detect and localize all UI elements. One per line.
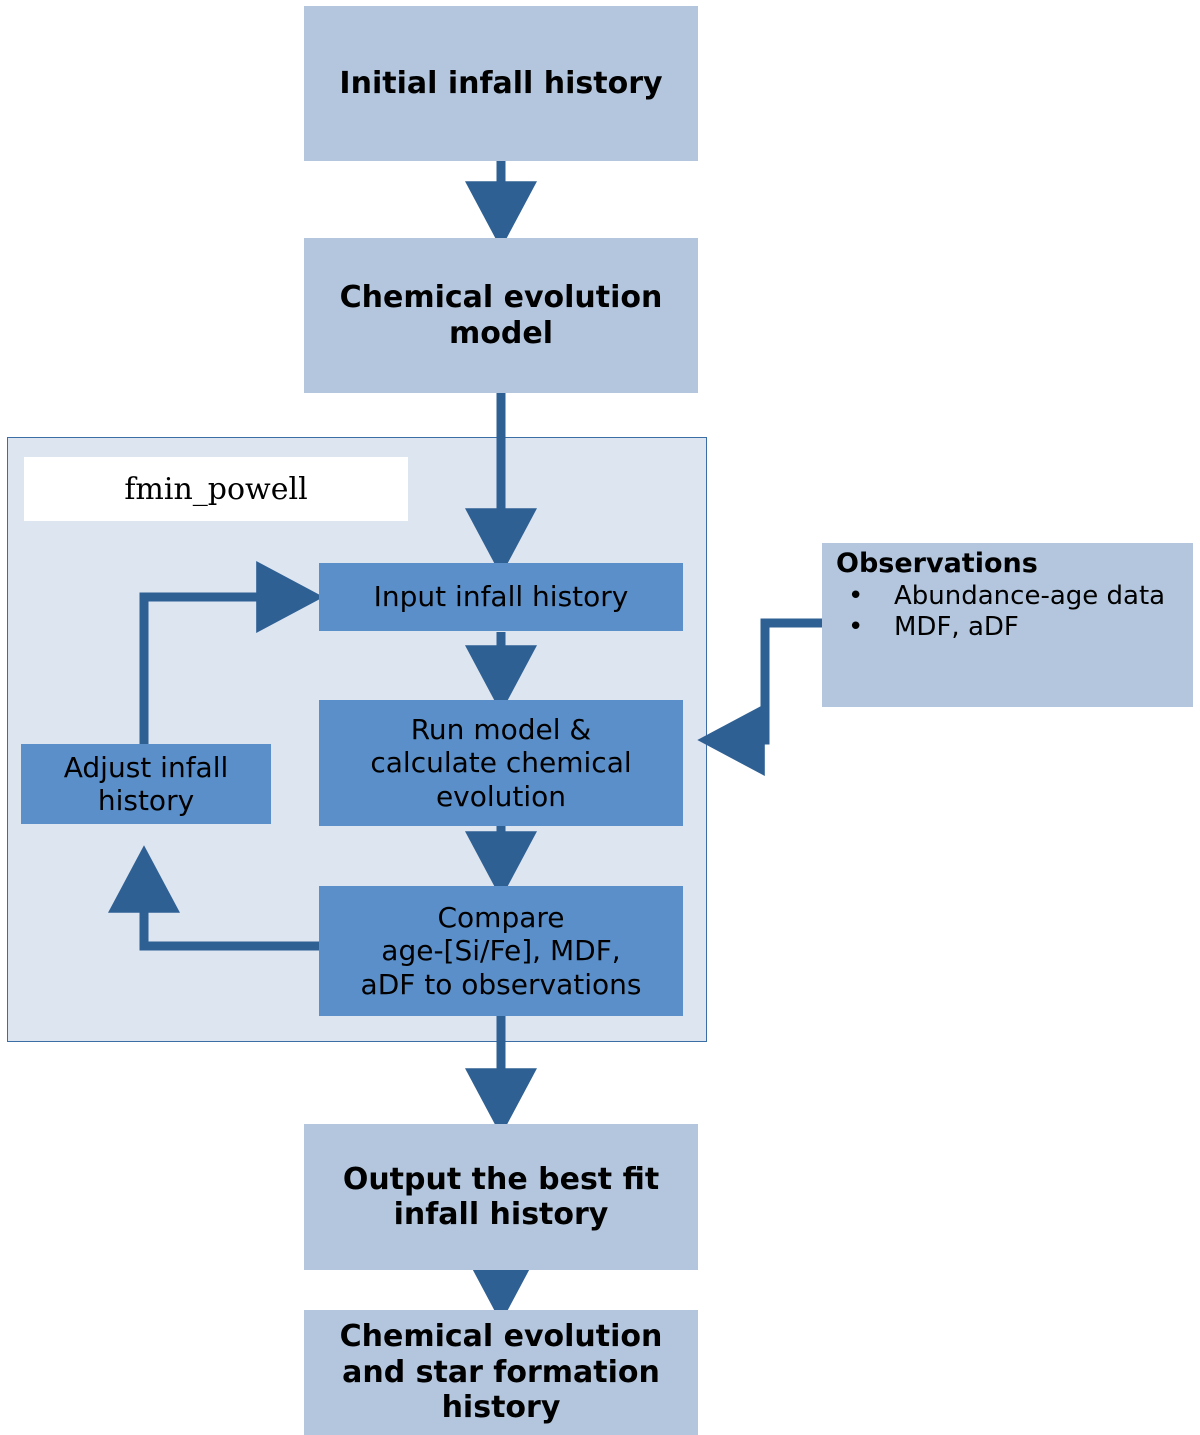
node-adjust-infall-history bbox=[21, 744, 271, 824]
node-run-model bbox=[319, 700, 683, 826]
node-chem-evo-and-sfh bbox=[304, 1310, 698, 1435]
fmin-powell-label-box bbox=[24, 457, 408, 521]
node-initial-infall-history-label: Initial infall history bbox=[339, 65, 663, 101]
observations-item-label: Abundance-age data bbox=[894, 580, 1166, 611]
node-initial-infall-history bbox=[304, 6, 698, 161]
node-output-best-fit bbox=[304, 1124, 698, 1270]
observations-list bbox=[836, 581, 1183, 643]
list-item bbox=[836, 612, 1183, 643]
list-item bbox=[836, 581, 1183, 612]
node-input-infall-history bbox=[319, 563, 683, 631]
observations-title: Observations bbox=[836, 548, 1038, 579]
node-run-model-label: Run model & calculate chemical evolution bbox=[370, 713, 632, 813]
bullet-icon: • bbox=[848, 612, 864, 643]
node-chemical-evolution-model-label: Chemical evolution model bbox=[339, 280, 663, 351]
node-compare bbox=[319, 886, 683, 1016]
node-chemical-evolution-model bbox=[304, 238, 698, 393]
node-chem-evo-and-sfh-label: Chemical evolution and star formation history bbox=[339, 1319, 663, 1426]
node-input-infall-history-label: Input infall history bbox=[373, 580, 629, 614]
node-observations bbox=[822, 543, 1193, 707]
arrow-observations-to-run bbox=[718, 623, 822, 740]
node-compare-label: Compare age-[Si/Fe], MDF, aDF to observations bbox=[360, 901, 642, 1001]
fmin-powell-label: fmin_powell bbox=[124, 471, 308, 507]
observations-item-label: MDF, aDF bbox=[894, 612, 1019, 643]
node-output-best-fit-label: Output the best fit infall history bbox=[342, 1161, 660, 1232]
node-adjust-infall-history-label: Adjust infall history bbox=[63, 750, 229, 817]
bullet-icon: • bbox=[848, 580, 864, 611]
